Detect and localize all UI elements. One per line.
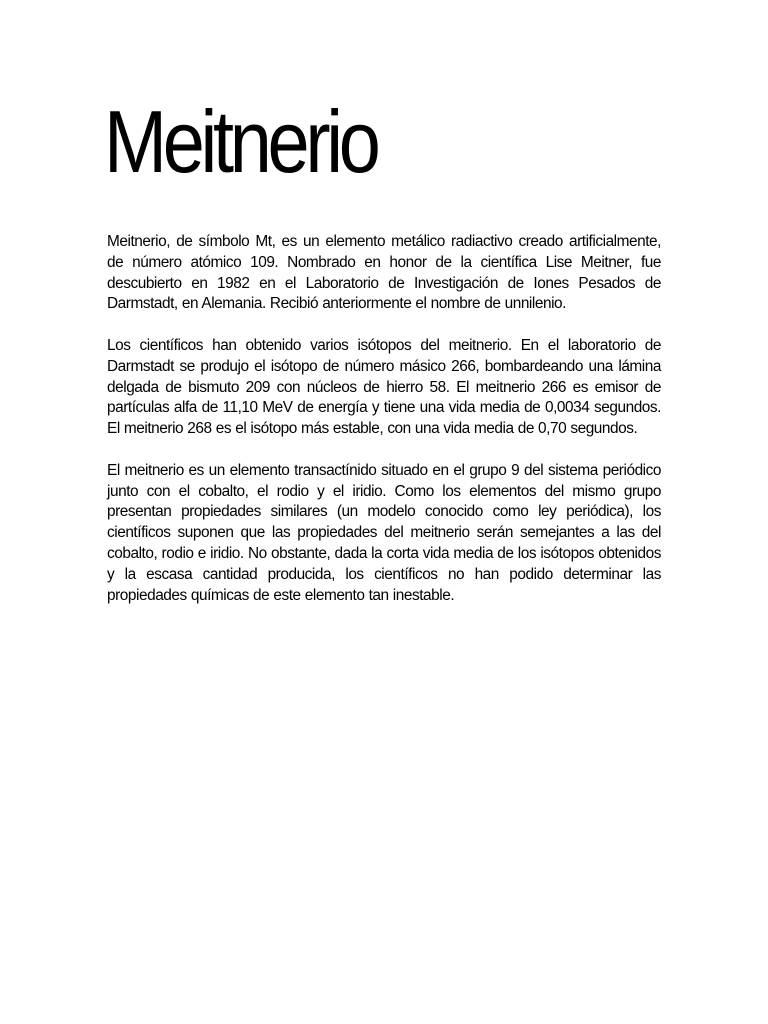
document-body: [107, 232, 661, 627]
paragraph-1: Meitnerio, de símbolo Mt, es un elemento metálico radiactivo creado artificialmente, de número atómico 109. Nombrado en honor de la científica Lise Meitner, fue descubierto en 1982 en el Laboratorio de Investigación de Iones Pesados de Darmstadt, en Alemania. Recibió anteriormente el nombre de unnilenio.: [107, 233, 661, 313]
document-title: Meitnerio: [104, 92, 377, 191]
paragraph-2: Los científicos han obtenido varios isótopos del meitnerio. En el laboratorio de Darmstadt se produjo el isótopo de número másico 266, bombardeando una lámina delgada de bismuto 209 con núcleos de hierro 58. El meitnerio 266 es emisor de partículas alfa de 11,10 MeV de energía y tiene una vida media de 0,0034 segundos. El meitnerio 268 es el isótopo más estable, con una vida media de 0,70 segundos.: [107, 336, 661, 438]
paragraph-3: El meitnerio es un elemento transactínido situado en el grupo 9 del sistema periódico junto con el cobalto, el rodio y el iridio. Como los elementos del mismo grupo presentan propiedades similares (un modelo conocido como ley periódica), los científicos suponen que las propiedades del meitnerio serán semejantes a las del cobalto, rodio e iridio. No obstante, dada la corta vida media de los isótopos obtenidos y la escasa cantidad producida, los científicos no han podido determinar las propiedades químicas de este elemento tan inestable.: [107, 461, 661, 604]
